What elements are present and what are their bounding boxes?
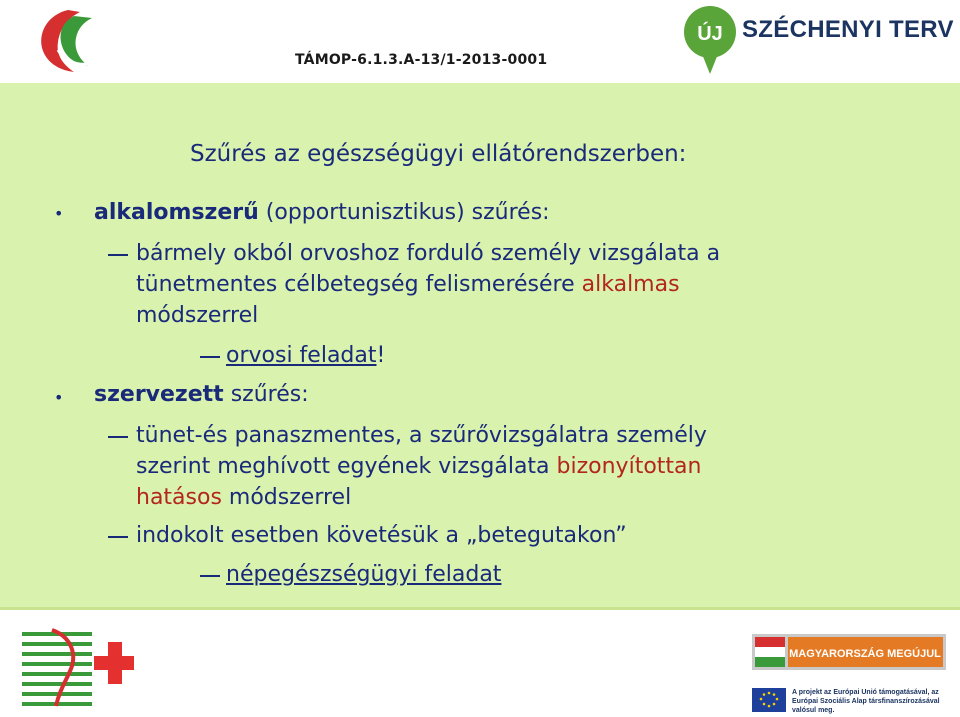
slide-heading: Szűrés az egészségügyi ellátórendszerben: <box>190 141 687 167</box>
bullet-1-bold: alkalomszerű <box>94 200 259 225</box>
highlight-text: bizonyítottan <box>556 454 702 479</box>
hungarian-health-logo-icon <box>28 4 102 80</box>
sub-line: tünetmentes célbetegség felismerésére alkalmas <box>136 272 680 297</box>
bullet-dot: • <box>54 388 64 407</box>
underlined-text: népegészségügyi feladat <box>226 562 502 587</box>
magyarorszag-megujul-badge <box>752 634 946 670</box>
underlined-text: orvosi feladat <box>226 343 377 368</box>
sub-line: bármely okból orvoshoz forduló személy vizsgálata a <box>136 241 721 266</box>
bullet-1-sub-1 <box>136 238 720 331</box>
sub-line: hatásos módszerrel <box>136 485 352 510</box>
dash-marker <box>108 254 128 256</box>
brand-badge: ÚJ <box>697 23 723 45</box>
highlight-text: hatásos <box>136 485 222 510</box>
bullet-2 <box>94 380 309 410</box>
dash-marker <box>200 356 220 358</box>
bullet-1 <box>94 198 550 228</box>
bullet-2-sub-3 <box>226 559 501 590</box>
brand-name: SZÉCHENYI TERV <box>742 16 954 43</box>
bullet-2-sub-2: indokolt esetben követésük a „betegutakon” <box>136 523 627 548</box>
bullet-dot: • <box>54 204 64 223</box>
dash-marker <box>108 536 128 538</box>
sub-line: módszerrel <box>136 303 259 328</box>
dash-marker <box>108 436 128 438</box>
bullet-2-bold: szervezett <box>94 382 224 407</box>
project-code: TÁMOP-6.1.3.A-13/1-2013-0001 <box>295 52 548 68</box>
health-cross-logo-icon <box>22 626 134 710</box>
bullet-2-text: szűrés: <box>223 382 309 407</box>
eu-funding-text: A projekt az Európai Unió támogatásával, az Európai Szociális Alap társfinanszírozásával valósul meg. <box>792 689 940 714</box>
sub-line: tünet-és panaszmentes, a szűrővizsgálatra személy <box>136 423 707 448</box>
sub-line: szerint meghívott egyének vizsgálata bizonyítottan <box>136 454 702 479</box>
bullet-1-text: (opportunisztikus) szűrés: <box>258 200 550 225</box>
bullet-2-sub-1 <box>136 420 707 513</box>
bullet-1-sub-2: orvosi feladat! <box>226 343 386 368</box>
highlight-text: alkalmas <box>581 272 680 297</box>
dash-marker <box>200 575 220 577</box>
badge-text: MAGYARORSZÁG MEGÚJUL <box>789 648 941 660</box>
